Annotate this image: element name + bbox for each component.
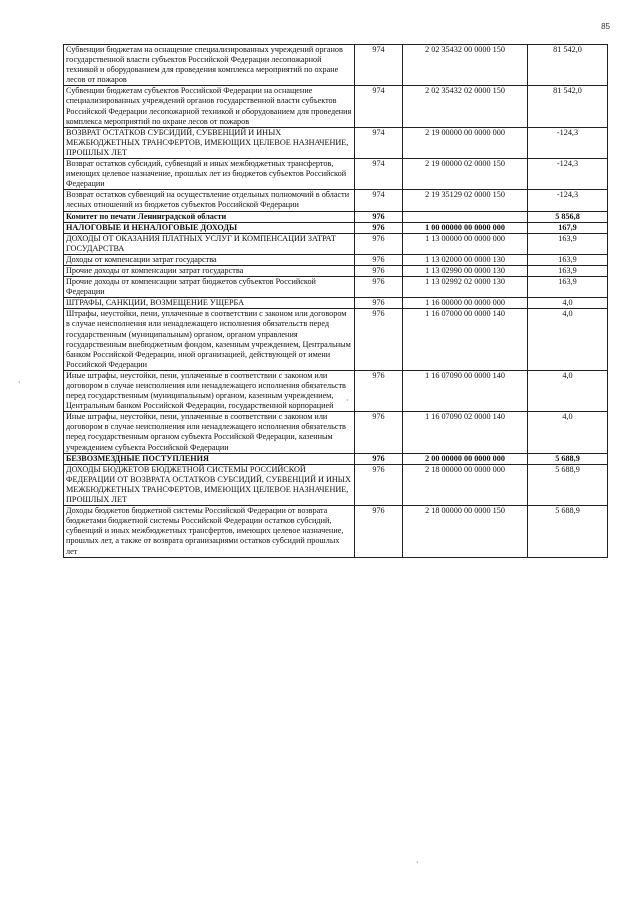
table-row	[64, 265, 608, 276]
item-name: Комитет по печати Ленинградской области	[64, 211, 355, 222]
amount: 81 542,0	[528, 86, 608, 127]
admin-code: 976	[355, 233, 403, 254]
table-row	[64, 86, 608, 127]
admin-code: 976	[355, 412, 403, 453]
amount: -124,3	[528, 159, 608, 190]
budget-classification-code	[403, 211, 528, 222]
item-name: БЕЗВОЗМЕЗДНЫЕ ПОСТУПЛЕНИЯ	[64, 453, 355, 464]
budget-classification-code: 2 19 00000 02 0000 150	[403, 159, 528, 190]
scan-speck: ·	[346, 396, 349, 405]
item-name: Иные штрафы, неустойки, пени, уплаченные в соответствии с законом или договором в случае неисполнения или ненадлежащего исполнения обязательств перед государственным (муниципальным) органом, казенным учреждением, Центральным банком Российской Федерации, государственной корпорацией	[64, 370, 355, 411]
admin-code: 976	[355, 265, 403, 276]
table-row	[64, 309, 608, 371]
table-row	[64, 298, 608, 309]
item-name: Субвенции бюджетам субъектов Российской Федерации на оснащение специализированных учреждений органов государственной власти субъектов Российской Федерации лесопожарной техникой и оборудованием для проведения комплекса мероприятий по охране лесов от пожаров	[64, 86, 355, 127]
budget-classification-code: 1 13 02000 00 0000 130	[403, 254, 528, 265]
amount: -124,3	[528, 190, 608, 211]
budget-classification-code: 1 16 00000 00 0000 000	[403, 298, 528, 309]
admin-code: 974	[355, 86, 403, 127]
amount: -124,3	[528, 127, 608, 158]
scan-speck: ·	[416, 858, 419, 867]
budget-classification-code: 2 02 35432 02 0000 150	[403, 86, 528, 127]
revenue-table	[63, 44, 608, 558]
budget-classification-code: 2 00 00000 00 0000 000	[403, 453, 528, 464]
amount: 167,9	[528, 222, 608, 233]
item-name: ДОХОДЫ БЮДЖЕТОВ БЮДЖЕТНОЙ СИСТЕМЫ РОССИЙСКОЙ ФЕДЕРАЦИИ ОТ ВОЗВРАТА ОСТАТКОВ СУБСИДИЙ, СУБВЕНЦИЙ И ИНЫХ МЕЖБЮДЖЕТНЫХ ТРАНСФЕРТОВ, ИМЕЮЩИХ ЦЕЛЕВОЕ НАЗНАЧЕНИЕ, ПРОШЛЫХ ЛЕТ	[64, 464, 355, 505]
budget-classification-code: 2 19 00000 00 0000 000	[403, 127, 528, 158]
item-name: Субвенции бюджетам на оснащение специализированных учреждений органов государственной власти субъектов Российской Федерации лесопожарной техникой и оборудованием для проведения комплекса мероприятий по охране лесов от пожаров	[64, 45, 355, 86]
admin-code: 976	[355, 277, 403, 298]
budget-classification-code: 1 13 00000 00 0000 000	[403, 233, 528, 254]
budget-classification-code: 2 18 00000 00 0000 000	[403, 464, 528, 505]
item-name: Прочие доходы от компенсации затрат бюджетов субъектов Российской Федерации	[64, 277, 355, 298]
budget-classification-code: 1 13 02990 00 0000 130	[403, 265, 528, 276]
admin-code: 976	[355, 211, 403, 222]
budget-classification-code: 2 18 00000 00 0000 150	[403, 506, 528, 557]
amount: 5 688,9	[528, 464, 608, 505]
admin-code: 976	[355, 464, 403, 505]
item-name: Иные штрафы, неустойки, пени, уплаченные в соответствии с законом или договором в случае неисполнения или ненадлежащего исполнения обязательств перед государственным органом субъекта Российской Федерации, казенным учреждением субъекта Российской Федерации	[64, 412, 355, 453]
admin-code: 976	[355, 309, 403, 371]
item-name: ДОХОДЫ ОТ ОКАЗАНИЯ ПЛАТНЫХ УСЛУГ И КОМПЕНСАЦИИ ЗАТРАТ ГОСУДАРСТВА	[64, 233, 355, 254]
amount: 81 542,0	[528, 45, 608, 86]
amount: 5 688,9	[528, 506, 608, 557]
budget-classification-code: 2 19 35129 02 0000 150	[403, 190, 528, 211]
page-number: 85	[601, 22, 610, 31]
revenue-table-body	[64, 45, 608, 558]
table-row	[64, 464, 608, 505]
amount: 4,0	[528, 298, 608, 309]
table-row	[64, 159, 608, 190]
amount: 4,0	[528, 309, 608, 371]
item-name: НАЛОГОВЫЕ И НЕНАЛОГОВЫЕ ДОХОДЫ	[64, 222, 355, 233]
table-row	[64, 506, 608, 557]
item-name: ВОЗВРАТ ОСТАТКОВ СУБСИДИЙ, СУБВЕНЦИЙ И ИНЫХ МЕЖБЮДЖЕТНЫХ ТРАНСФЕРТОВ, ИМЕЮЩИХ ЦЕЛЕВОЕ НАЗНАЧЕНИЕ, ПРОШЛЫХ ЛЕТ	[64, 127, 355, 158]
item-name: Возврат остатков субвенций на осуществление отдельных полномочий в области лесных отношений из бюджетов субъектов Российской Федерации	[64, 190, 355, 211]
item-name: Штрафы, неустойки, пени, уплаченные в соответствии с законом или договором в случае неисполнения или ненадлежащего исполнения обязательств перед государственным (муниципальным) органом, органом управления государственным внебюджетным фондом, казенным учреждением, Центральным банком Российской Федерации, иной организацией, действующей от имени Российской Федерации	[64, 309, 355, 371]
budget-classification-code: 1 00 00000 00 0000 000	[403, 222, 528, 233]
budget-classification-code: 1 13 02992 02 0000 130	[403, 277, 528, 298]
table-row	[64, 412, 608, 453]
admin-code: 976	[355, 370, 403, 411]
amount: 4,0	[528, 412, 608, 453]
item-name: Доходы от компенсации затрат государства	[64, 254, 355, 265]
table-row	[64, 277, 608, 298]
amount: 5 688,9	[528, 453, 608, 464]
amount: 4,0	[528, 370, 608, 411]
item-name: ШТРАФЫ, САНКЦИИ, ВОЗМЕЩЕНИЕ УЩЕРБА	[64, 298, 355, 309]
admin-code: 974	[355, 159, 403, 190]
table-row	[64, 211, 608, 222]
admin-code: 976	[355, 222, 403, 233]
admin-code: 976	[355, 298, 403, 309]
amount: 163,9	[528, 254, 608, 265]
table-row	[64, 45, 608, 86]
table-row	[64, 222, 608, 233]
admin-code: 974	[355, 190, 403, 211]
table-row	[64, 233, 608, 254]
table-row	[64, 127, 608, 158]
amount: 163,9	[528, 265, 608, 276]
table-row	[64, 190, 608, 211]
amount: 163,9	[528, 233, 608, 254]
item-name: Доходы бюджетов бюджетной системы Российской Федерации от возврата бюджетами бюджетной системы Российской Федерации остатков субсидий, субвенций и иных межбюджетных трансфертов, имеющих целевое назначение, прошлых лет, а также от возврата организациями остатков субсидий прошлых лет	[64, 506, 355, 557]
budget-classification-code: 1 16 07000 00 0000 140	[403, 309, 528, 371]
amount: 5 856,8	[528, 211, 608, 222]
scan-speck: ·	[18, 378, 21, 387]
table-row	[64, 370, 608, 411]
budget-classification-code: 2 02 35432 00 0000 150	[403, 45, 528, 86]
admin-code: 974	[355, 127, 403, 158]
admin-code: 974	[355, 45, 403, 86]
admin-code: 976	[355, 453, 403, 464]
budget-classification-code: 1 16 07090 02 0000 140	[403, 412, 528, 453]
amount: 163,9	[528, 277, 608, 298]
item-name: Прочие доходы от компенсации затрат государства	[64, 265, 355, 276]
admin-code: 976	[355, 506, 403, 557]
table-row	[64, 453, 608, 464]
item-name: Возврат остатков субсидий, субвенций и иных межбюджетных трансфертов, имеющих целевое назначение, прошлых лет из бюджетов субъектов Российской Федерации	[64, 159, 355, 190]
admin-code: 976	[355, 254, 403, 265]
table-row	[64, 254, 608, 265]
budget-classification-code: 1 16 07090 00 0000 140	[403, 370, 528, 411]
